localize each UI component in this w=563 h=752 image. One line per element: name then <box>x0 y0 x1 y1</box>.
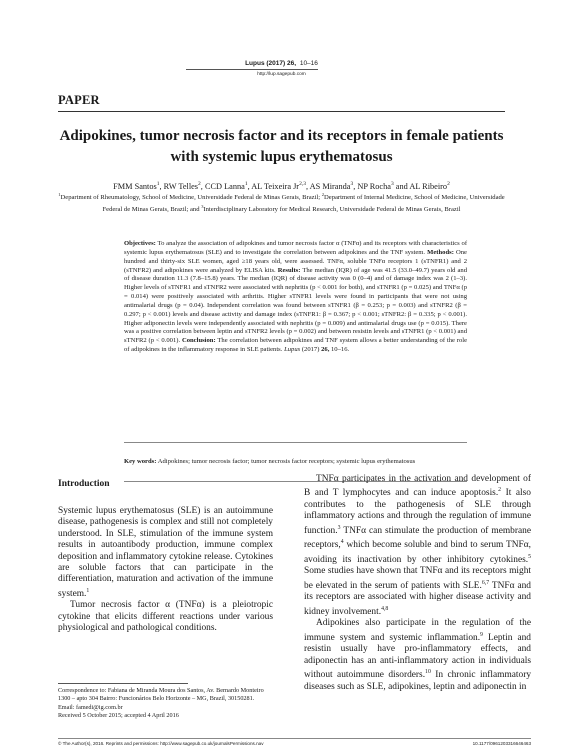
author-name: AS Miranda <box>309 181 351 191</box>
intro-paragraph-1-text: Systemic lupus erythematosus (SLE) is an autoimmune disease, pathogenesis is complex and still not completely understood. In SLE, stimulation of the immune system results in autoantibody production, immune complex deposition and inflammatory cytokine release. Cytokines are soluble factors that can participate in the differentiation, maturation and activation of the immune system. <box>58 506 273 599</box>
intro-paragraph-1 <box>58 506 273 600</box>
introduction-heading: Introduction <box>58 479 110 489</box>
journal-name: Lupus (2017) 26, <box>245 60 297 67</box>
text-span: TNFα and its receptors are associated with higher disease activity and kidney involvement. <box>304 580 531 617</box>
author-affiliation-ref: 3 <box>350 181 354 187</box>
keywords-top-divider <box>124 442 467 443</box>
keywords <box>124 458 467 467</box>
copyright-permissions: © The Author(s), 2016. Reprints and permissions: http://www.sagepub.co.uk/journalsPermissions.nav <box>58 741 264 746</box>
author-name: CCD Lanna <box>204 181 245 191</box>
right-paragraph-1 <box>304 474 531 618</box>
author-name: RW Telles <box>163 181 199 191</box>
affiliations <box>58 191 505 214</box>
correspondence-divider <box>58 683 188 684</box>
abstract-methods-label: Methods: <box>427 248 454 256</box>
author-name: AL Ribeiro <box>409 181 448 191</box>
author-name: FMM Santos <box>113 181 157 191</box>
article-title: Adipokines, tumor necrosis factor and its receptors in female patients with systemic lupus erythematosus <box>59 128 504 165</box>
abstract-objectives-label: Objectives: <box>124 240 156 247</box>
abstract-objectives: To analyze the association of adipokines and tumor necrosis factor α (TNFα) and its receptors with characteristics of systemic lupus erythematosus (SLE) and to investigate the correlation between adipokines and the TNF system. <box>124 240 468 256</box>
reference-marker[interactable]: 4 <box>340 539 344 546</box>
author-affiliation-ref: 1 <box>156 181 160 187</box>
header-divider <box>186 69 318 70</box>
left-column <box>58 479 273 635</box>
reference-marker[interactable]: 10 <box>425 668 431 675</box>
reference-marker[interactable]: 2 <box>498 487 502 494</box>
correspondence-address: Correspondence to: Fabiana de Miranda Moura dos Santos, Av. Bernardo Monteiro 1300 – apto 304 Bairro: Funcionários Belo Horizonte – MG, Brazil, 30150281. <box>58 687 264 703</box>
author-list: FMM Santos$^1$, RW Telles$^2$, CCD Lanna$^1$, AL Teixeira Jr$^{2,3}$, AS Miranda$^3$, NP Rocha$^3$ and AL Ribeiro$^2$ <box>113 181 450 191</box>
text-span: TNFα can stimulate the production of membrane receptors, <box>304 525 531 551</box>
section-divider <box>58 111 505 112</box>
reference-marker[interactable]: 3 <box>337 524 341 531</box>
author-affiliation-ref: 2,3 <box>299 181 306 187</box>
abstract-methods: One hundred and thirty-six SLE women, aged ≥18 years old, were assessed. TNFα, soluble TNFα receptors 1 (sTNFR1) and 2 (sTNFR2) and adipokines were analyzed by ELISA kits. <box>124 248 467 274</box>
abstract-conclusion-label: Conclusion: <box>181 337 216 345</box>
text-span: In chronic inflammatory diseases such as SLE, adipokines, leptin and adiponectin in <box>304 670 532 692</box>
citation-volume: 26, <box>321 346 330 354</box>
citation-pages: 10–16. <box>331 346 350 354</box>
author-affiliation-ref: 1 <box>244 181 248 187</box>
footer-divider <box>58 738 531 739</box>
text-span: It also contributes to the pathogenesis of SLE through inflammatory actions and through the regulation of immune function. <box>304 488 531 536</box>
reference-marker[interactable]: 6,7 <box>481 579 490 586</box>
text-span: Adipokines also participate in the regulation of the immune system and systemic inflammation. <box>304 618 531 643</box>
abstract-conclusion: The correlation between adipokines and TNF system allows a better understanding of the role of adipokines in the inflammatory response in SLE patients. <box>124 337 468 354</box>
author-affiliation-ref: 2 <box>447 181 450 187</box>
reference-marker[interactable]: 1 <box>86 587 90 594</box>
right-paragraph-2 <box>304 618 531 693</box>
author-affiliation-ref: 2 <box>198 181 201 187</box>
author-name: NP Rocha <box>357 181 391 191</box>
abstract <box>124 240 467 355</box>
affiliation-number: 2 <box>321 192 324 197</box>
citation-journal: Lupus <box>284 346 301 354</box>
section-label: PAPER <box>58 93 100 107</box>
citation-year: (2017) <box>301 346 320 354</box>
journal-citation-header <box>0 60 563 67</box>
affiliation-1: Department of Rheumatology, School of Medicine, Universidade Federal de Minas Gerais, Brazil; <box>60 194 321 202</box>
abstract-results-label: Results: <box>277 266 301 274</box>
text-span: which become soluble and bind to serum TNFα, avoiding its inactivation by other inhibitory cytokines. <box>304 540 531 565</box>
author-affiliation-ref: 3 <box>390 181 394 187</box>
journal-url-link[interactable]: http://lup.sagepub.com <box>257 72 306 77</box>
journal-pages: 10–16 <box>299 60 318 67</box>
author-name: AL Teixeira Jr <box>251 181 300 191</box>
affiliation-number: 1 <box>58 192 61 197</box>
correspondence-email[interactable]: Email: famedi@ig.com.br <box>58 703 123 711</box>
intro-paragraph-2: Tumor necrosis factor α (TNFα) is a pleiotropic cytokine that elicits different reactions under various physiological and pathological conditions. <box>58 600 273 634</box>
reference-marker[interactable]: 9 <box>480 631 483 638</box>
keywords-label: Key words: <box>124 458 157 465</box>
right-column <box>304 474 531 693</box>
text-span: TNFα participates in the activation and development of B and T lymphocytes and can induce apoptosis. <box>304 474 531 499</box>
affiliation-3: Interdisciplinary Laboratory for Medical Research, Universidade Federal de Minas Gerais, Brazil <box>203 205 461 213</box>
reference-marker[interactable]: 5 <box>528 553 531 560</box>
affiliation-2: Department of Internal Medicine, School of Medicine, Universidade Federal de Minas Gerais, Brazil; and <box>102 194 505 213</box>
keywords-text: Adipokines; tumor necrosis factor; tumor necrosis factor receptors; systemic lupus erythematosus <box>157 458 416 465</box>
correspondence-block <box>58 687 273 721</box>
doi[interactable]: 10.1177/0961203316646463 <box>472 741 531 746</box>
text-span: Leptin and resistin usually have pro-inflammatory effects, and adiponectin has an anti-inflammatory action in individuals without autoimmune disorders. <box>304 632 531 681</box>
text-span: Some studies have shown that TNFα and its receptors might be elevated in the serum of patients with SLE. <box>304 566 531 591</box>
received-accepted-dates: Received 5 October 2015; accepted 4 April 2016 <box>58 712 179 720</box>
abstract-results: The median (IQR) of age was 41.5 (33.0–49.7) years old and of disease duration 11.3 (7.8–15.8) years. The median (IQR) of disease activity was 0 (0–4) and of damage index was 2 (1–3). Higher levels of sTNFR1 and sTNFR2 were associated with nephritis (p < 0.001 for both), and sTNFR1 (p = 0.025) and TNFα (p = 0.014) were positively associated with arthritis. Higher sTNFR1 levels were found in participants that were not using antimalarial drugs (p = 0.04). Independent correlation was found between sTNFR1 (β = 0.253; p = 0.003) and sTNFR2 (β = 0.297; p < 0.001) levels and disease activity and damage index (sTNFR1: β = 0.367; p < 0.001; sTNFR2: β = 0.335; p < 0.001). Higher adiponectin levels were independently associated with nephritis (p = 0.009) and antimalarial drugs use (p = 0.015). There was a positive correlation between leptin and sTNFR2 levels (p = 0.002) and between resistin levels and sTNFR1 (p < 0.001) and sTNFR2 (p < 0.001). <box>124 266 468 345</box>
reference-marker[interactable]: 4,8 <box>381 605 389 612</box>
affiliation-number: 3 <box>201 203 204 209</box>
